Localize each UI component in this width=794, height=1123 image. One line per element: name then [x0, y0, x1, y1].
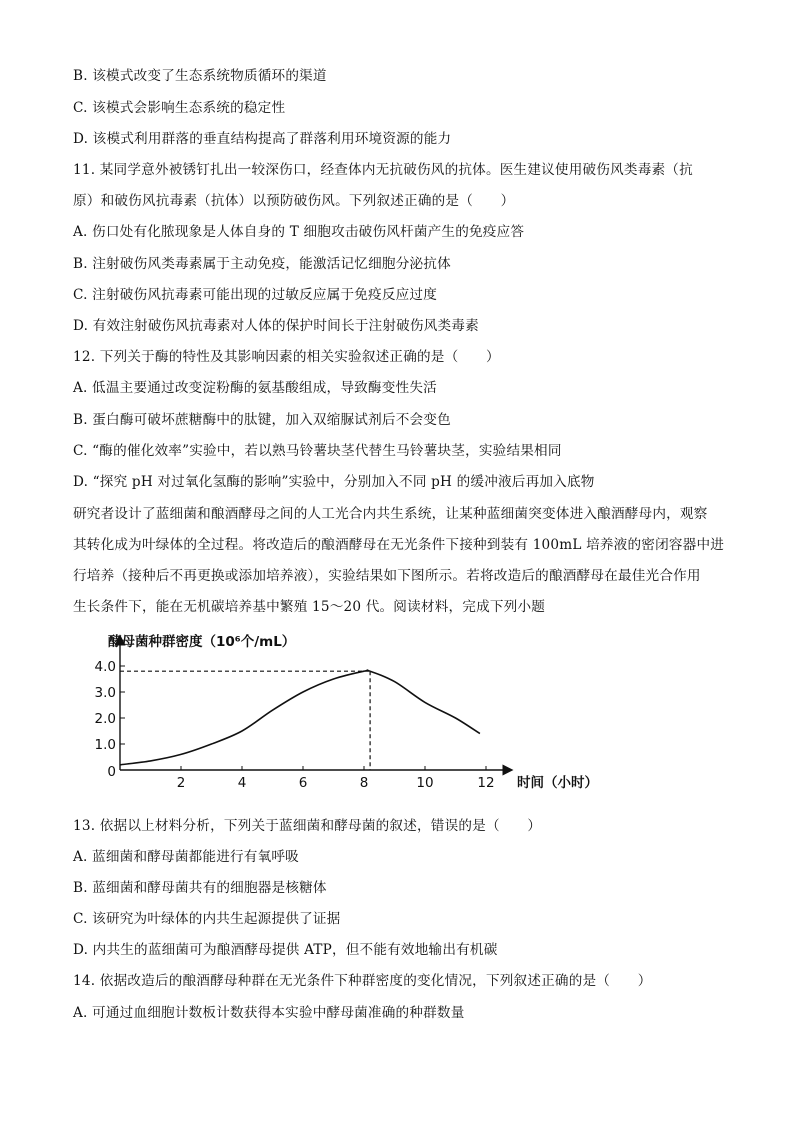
option-b-q10: B. 该模式改变了生态系统物质循环的渠道 — [73, 68, 327, 84]
y-tick-label: 1.0 — [94, 737, 116, 753]
y-tick-label: 3.0 — [94, 685, 116, 701]
option-d-q10: D. 该模式利用群落的垂直结构提高了群落利用环境资源的能力 — [73, 131, 452, 147]
x-tick-label: 10 — [416, 775, 434, 791]
x-tick-label: 4 — [237, 775, 247, 791]
option-b-q11: B. 注射破伤风类毒素属于主动免疫，能激活记忆细胞分泌抗体 — [73, 256, 451, 272]
option-d-q13: D. 内共生的蓝细菌可为酿酒酵母提供 ATP，但不能有效地输出有机碳 — [73, 942, 498, 958]
x-tick-label: 6 — [298, 775, 308, 791]
question-11-stem-line2: 原）和破伤风抗毒素（抗体）以预防破伤风。下列叙述正确的是（ ） — [73, 193, 515, 209]
chart-labels — [95, 633, 598, 791]
material-line1: 研究者设计了蓝细菌和酿酒酵母之间的人工光合内共生系统，让某种蓝细菌突变体进入酿酒酵母内，观察 — [73, 506, 708, 522]
option-d-q11: D. 有效注射破伤风抗毒素对人体的保护时间长于注射破伤风类毒素 — [73, 318, 479, 334]
option-c-q11: C. 注射破伤风抗毒素可能出现的过敏反应属于免疫反应过度 — [73, 287, 438, 303]
option-a-q13: A. 蓝细菌和酵母菌都能进行有氧呼吸 — [73, 849, 299, 865]
material-line2: 其转化成为叶绿体的全过程。将改造后的酿酒酵母在无光条件下接种到装有 100mL 培养液的密闭容器中进 — [73, 537, 725, 553]
option-a-q14: A. 可通过血细胞计数板计数获得本实验中酵母菌准确的种群数量 — [73, 1005, 465, 1021]
y-tick-label: 2.0 — [94, 711, 116, 727]
material-line3: 行培养（接种后不再更换或添加培养液），实验结果如下图所示。若将改造后的酿酒酵母在最佳光合作用 — [73, 568, 701, 584]
origin-label: 0 — [107, 764, 116, 780]
population-density-chart — [94, 628, 620, 798]
chart-svg — [94, 628, 620, 798]
question-13-stem: 13. 依据以上材料分析，下列关于蓝细菌和酵母菌的叙述，错误的是（ ） — [73, 818, 542, 834]
x-tick-label: 8 — [359, 775, 369, 791]
chart-series — [120, 670, 480, 765]
x-axis-title: 时间（小时） — [517, 775, 598, 791]
material-line4: 生长条件下，能在无机碳培养基中繁殖 15～20 代。阅读材料，完成下列小题 — [73, 599, 546, 615]
question-14-stem: 14. 依据改造后的酿酒酵母种群在无光条件下种群密度的变化情况，下列叙述正确的是（ ） — [73, 973, 652, 989]
option-a-q12: A. 低温主要通过改变淀粉酶的氨基酸组成，导致酶变性失活 — [73, 380, 437, 396]
option-c-q13: C. 该研究为叶绿体的内共生起源提供了证据 — [73, 911, 341, 927]
y-tick-label: 4.0 — [94, 659, 116, 675]
option-d-q12: D. “探究 pH 对过氧化氢酶的影响”实验中，分别加入不同 pH 的缓冲液后再加入底物 — [73, 474, 595, 490]
x-tick-label: 2 — [176, 775, 186, 791]
series-line-0 — [120, 670, 480, 765]
option-b-q12: B. 蛋白酶可破坏蔗糖酶中的肽键，加入双缩脲试剂后不会变色 — [73, 412, 451, 428]
question-11-stem-line1: 11. 某同学意外被锈钉扎出一较深伤口，经查体内无抗破伤风的抗体。医生建议使用破伤风类毒素（抗 — [73, 162, 693, 178]
option-b-q13: B. 蓝细菌和酵母菌共有的细胞器是核糖体 — [73, 880, 327, 896]
option-a-q11: A. 伤口处有化脓现象是人体自身的 T 细胞攻击破伤风杆菌产生的免疫应答 — [73, 224, 525, 240]
y-axis-title: 酵母菌种群密度（10⁶个/mL） — [108, 634, 296, 650]
option-c-q12: C. “酶的催化效率”实验中，若以熟马铃薯块茎代替生马铃薯块茎，实验结果相同 — [73, 443, 562, 459]
chart-guides — [120, 671, 370, 770]
question-12-stem: 12. 下列关于酶的特性及其影响因素的相关实验叙述正确的是（ ） — [73, 349, 500, 365]
x-tick-label: 12 — [477, 775, 495, 791]
chart-axes — [120, 640, 508, 770]
option-c-q10: C. 该模式会影响生态系统的稳定性 — [73, 100, 286, 116]
